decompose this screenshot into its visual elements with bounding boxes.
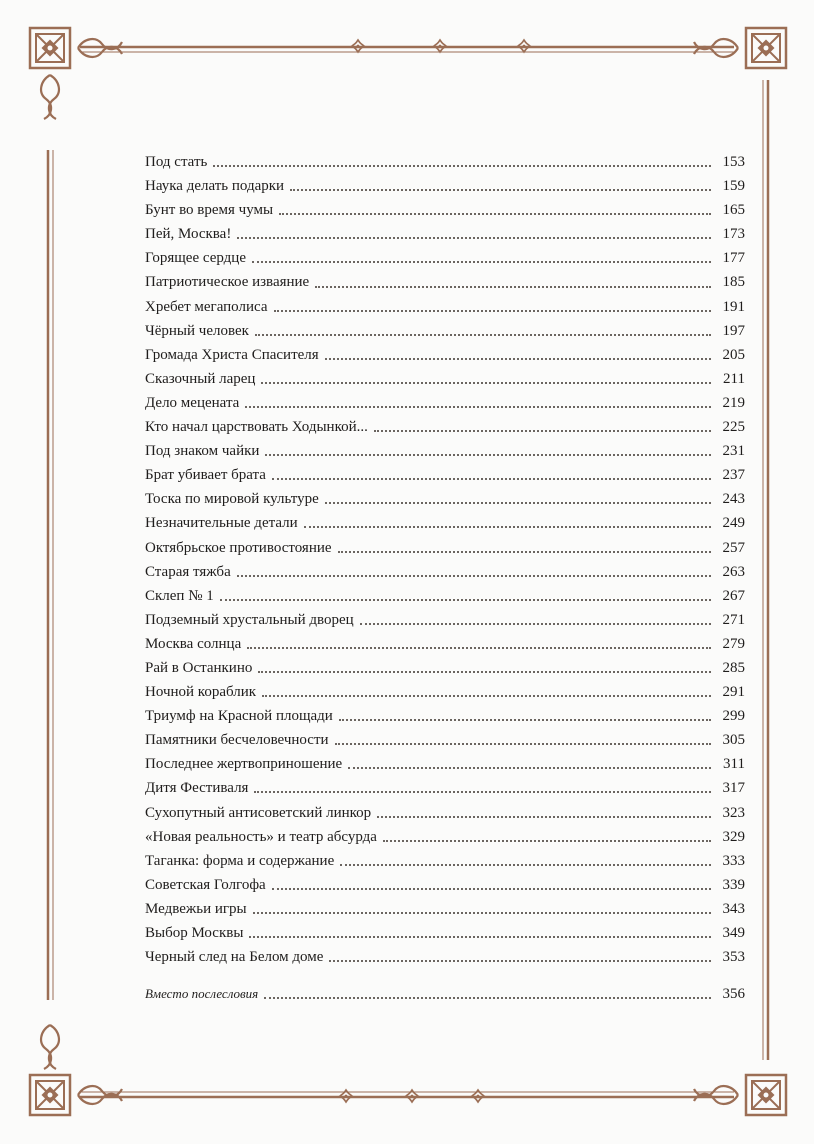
- toc-title: Громада Христа Спасителя: [145, 346, 319, 363]
- toc-page-number: 197: [722, 322, 745, 339]
- toc-title: Незначительные детали: [145, 515, 298, 532]
- toc-row-afterword[interactable]: [145, 982, 745, 1006]
- toc-title: Сухопутный антисоветский линкор: [145, 804, 372, 821]
- toc-page-number: 225: [722, 419, 745, 436]
- toc-row[interactable]: [145, 343, 745, 367]
- toc-page-number: 271: [722, 611, 745, 628]
- toc-page-number: 311: [723, 756, 745, 773]
- toc-page-number: 299: [722, 708, 745, 725]
- toc-title: Дитя Фестиваля: [145, 780, 249, 797]
- toc-title: Чёрный человек: [145, 322, 249, 339]
- dot-leader: [264, 996, 711, 999]
- curl-left-top: [41, 75, 59, 119]
- toc-row[interactable]: [145, 463, 745, 487]
- dot-leader: [272, 887, 711, 890]
- dot-leader: [265, 453, 711, 456]
- toc-row[interactable]: [145, 608, 745, 632]
- toc-row[interactable]: [145, 319, 745, 343]
- toc-title: Старая тяжба: [145, 563, 231, 580]
- dot-leader: [272, 477, 711, 480]
- toc-title: Медвежьи игры: [145, 900, 247, 917]
- dot-leader: [329, 959, 711, 962]
- toc-row[interactable]: [145, 752, 745, 776]
- toc-row[interactable]: [145, 511, 745, 535]
- dot-leader: [249, 935, 711, 938]
- toc-row[interactable]: [145, 776, 745, 800]
- toc-page-number: 343: [722, 900, 745, 917]
- toc-row[interactable]: [145, 536, 745, 560]
- toc-row[interactable]: [145, 656, 745, 680]
- toc-page-number: 285: [722, 659, 745, 676]
- dot-leader: [335, 742, 711, 745]
- toc-title: Тоска по мировой культуре: [145, 491, 319, 508]
- toc-page-number: 177: [722, 250, 745, 267]
- toc-row[interactable]: [145, 487, 745, 511]
- toc-title: Брат убивает брата: [145, 467, 266, 484]
- toc-title: Выбор Москвы: [145, 925, 244, 941]
- dot-leader: [377, 815, 711, 818]
- toc-title: Вместо послесловия: [145, 986, 259, 1001]
- dot-leader: [262, 694, 711, 697]
- toc-row[interactable]: [145, 246, 745, 270]
- toc-page-number: 349: [722, 925, 745, 941]
- toc-title: Черный след на Белом доме: [145, 949, 324, 966]
- dot-leader: [325, 501, 711, 504]
- toc-row[interactable]: [145, 222, 745, 246]
- dot-leader: [383, 839, 711, 842]
- toc-title: Наука делать подарки: [145, 178, 285, 195]
- toc-title: Пей, Москва!: [145, 226, 232, 243]
- toc-row[interactable]: [145, 873, 745, 897]
- dot-leader: [360, 622, 711, 625]
- dot-leader: [247, 646, 711, 649]
- toc-row[interactable]: [145, 632, 745, 656]
- toc-row[interactable]: [145, 897, 745, 921]
- dot-leader: [274, 309, 712, 312]
- dot-leader: [255, 333, 711, 336]
- toc-row[interactable]: [145, 680, 745, 704]
- toc-page-number: 205: [722, 346, 745, 363]
- dot-leader: [261, 381, 711, 384]
- toc-title: Сказочный ларец: [145, 370, 256, 387]
- toc-page-number: 173: [722, 226, 745, 243]
- toc-page-number: 291: [722, 684, 745, 701]
- toc-page-number: 153: [722, 154, 745, 170]
- toc-page-number: 339: [722, 876, 745, 893]
- toc-row[interactable]: [145, 270, 745, 294]
- toc-row[interactable]: [145, 704, 745, 728]
- toc-title: Последнее жертвоприношение: [145, 756, 343, 773]
- toc-row[interactable]: [145, 415, 745, 439]
- dot-leader: [290, 188, 711, 191]
- dot-leader: [348, 766, 711, 769]
- toc-title: Ночной кораблик: [145, 684, 257, 701]
- dot-leader: [253, 911, 711, 914]
- toc-page-number: 323: [722, 804, 745, 821]
- dot-leader: [220, 598, 711, 601]
- dot-leader: [213, 164, 711, 167]
- toc-row[interactable]: [145, 439, 745, 463]
- table-of-contents: [145, 150, 745, 969]
- toc-page-number: 267: [722, 587, 745, 604]
- dot-leader: [340, 863, 711, 866]
- toc-title: Патриотическое изваяние: [145, 274, 310, 291]
- toc-row[interactable]: [145, 728, 745, 752]
- dot-leader: [374, 429, 711, 432]
- toc-title: Склеп № 1: [145, 587, 214, 604]
- corner-knot-bottom-right: [746, 1075, 786, 1115]
- toc-page-number: 329: [722, 828, 745, 845]
- dot-leader: [237, 236, 711, 239]
- toc-row[interactable]: [145, 150, 745, 174]
- toc-page-number: 243: [722, 491, 745, 508]
- toc-title: Хребет мегаполиса: [145, 298, 268, 315]
- toc-title: Горящее сердце: [145, 250, 246, 267]
- toc-title: Москва солнца: [145, 635, 242, 652]
- toc-page-number: 356: [722, 986, 745, 1002]
- toc-page-number: 279: [722, 635, 745, 652]
- toc-page-number: 231: [722, 443, 745, 460]
- toc-page-number: 165: [722, 202, 745, 219]
- toc-title: Под стать: [145, 154, 208, 170]
- toc-title: Советская Голгофа: [145, 876, 266, 893]
- toc-page-number: 185: [722, 274, 745, 291]
- toc-row[interactable]: [145, 198, 745, 222]
- toc-title: Кто начал царствовать Ходынкой...: [145, 419, 368, 436]
- toc-page-number: 237: [722, 467, 745, 484]
- toc-page-number: 159: [722, 178, 745, 195]
- toc-row[interactable]: [145, 801, 745, 825]
- toc-page-number: 257: [722, 539, 745, 556]
- dot-leader: [339, 718, 711, 721]
- toc-row[interactable]: [145, 849, 745, 873]
- toc-title: Рай в Останкино: [145, 659, 253, 676]
- toc-row[interactable]: [145, 584, 745, 608]
- toc-title: Подземный хрустальный дворец: [145, 611, 354, 628]
- toc-row[interactable]: [145, 921, 745, 945]
- toc-row[interactable]: [145, 174, 745, 198]
- toc-row[interactable]: [145, 367, 745, 391]
- dot-leader: [304, 525, 711, 528]
- toc-page-number: 305: [722, 732, 745, 749]
- dot-leader: [254, 790, 711, 793]
- toc-page-number: 219: [722, 394, 745, 411]
- dot-leader: [315, 285, 711, 288]
- toc-page-number: 353: [722, 949, 745, 966]
- toc-row[interactable]: [145, 945, 745, 969]
- toc-row[interactable]: [145, 295, 745, 319]
- toc-title: «Новая реальность» и театр абсурда: [145, 828, 377, 845]
- curl-bottom-right-h: [694, 1086, 738, 1104]
- curl-left-bottom: [41, 1025, 59, 1069]
- toc-row[interactable]: [145, 825, 745, 849]
- toc-page-number: 263: [722, 563, 745, 580]
- dot-leader: [325, 357, 711, 360]
- toc-page-number: 249: [722, 515, 745, 532]
- toc-title: Октябрьское противостояние: [145, 539, 332, 556]
- dot-leader: [237, 574, 711, 577]
- afterword-entry: [145, 982, 745, 1006]
- corner-knot-bottom-left: [30, 1075, 70, 1115]
- toc-title: Дело мецената: [145, 394, 240, 411]
- toc-page-number: 191: [722, 298, 745, 315]
- curl-bottom-left-h: [78, 1086, 122, 1104]
- toc-row[interactable]: [145, 391, 745, 415]
- toc-page-number: 333: [722, 852, 745, 869]
- toc-title: Памятники бесчеловечности: [145, 732, 329, 749]
- toc-page-number: 317: [722, 780, 745, 797]
- dot-leader: [338, 550, 711, 553]
- corner-knot-top-left: [30, 28, 70, 68]
- toc-title: Под знаком чайки: [145, 443, 260, 460]
- toc-title: Триумф на Красной площади: [145, 708, 333, 725]
- dot-leader: [252, 260, 711, 263]
- corner-knot-top-right: [746, 28, 786, 68]
- toc-title: Бунт во время чумы: [145, 202, 274, 219]
- dot-leader: [245, 405, 711, 408]
- dot-leader: [279, 212, 711, 215]
- toc-title: Таганка: форма и содержание: [145, 852, 335, 869]
- toc-page-number: 211: [723, 370, 745, 387]
- toc-row[interactable]: [145, 560, 745, 584]
- dot-leader: [258, 670, 711, 673]
